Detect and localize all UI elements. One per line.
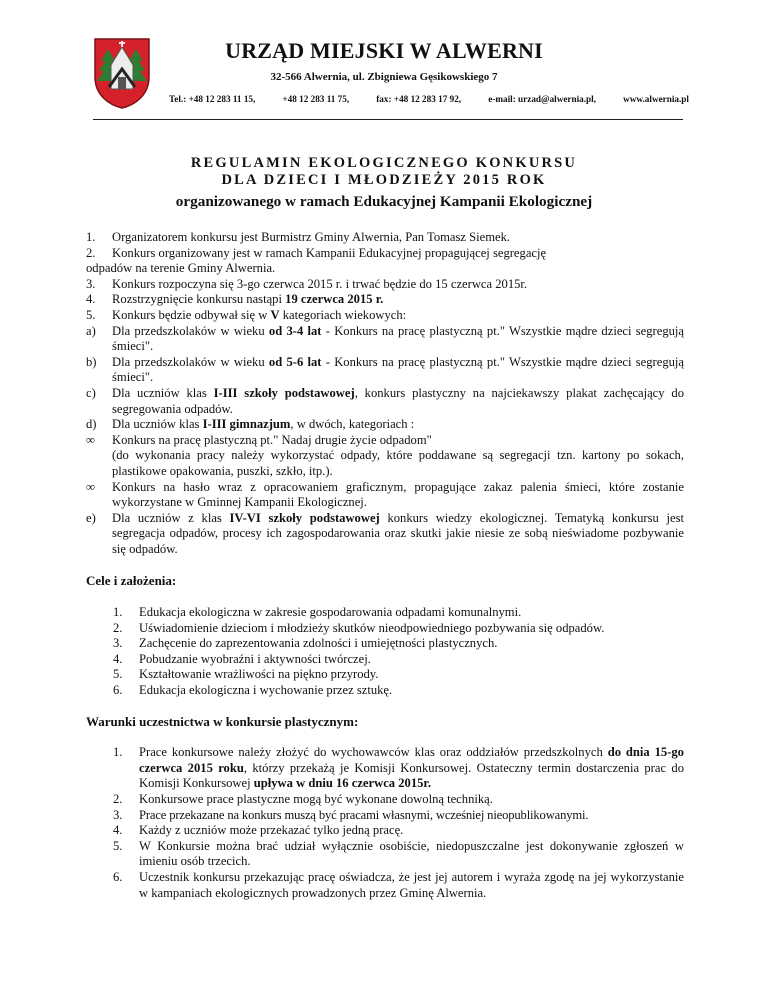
title-line-1: REGULAMIN EKOLOGICZNEGO KONKURSU bbox=[190, 155, 578, 171]
condition-text: Prace przekazane na konkurs muszą być pracami własnymi, wcześniej nieopublikowanymi. bbox=[139, 807, 589, 822]
subcategory-note: (do wykonania pracy należy wykorzystać odpady, które poddawane są segregacji tzn. kartony po sokach, plastikowe opakowania, puszki, szkło, itp.). bbox=[112, 448, 684, 478]
rule-text: Konkurs organizowany jest w ramach Kampanii Edukacyjnej propagującej segregację bbox=[112, 245, 547, 260]
fax: fax: +48 12 283 17 92, bbox=[376, 94, 462, 104]
rule-text: Organizatorem konkursu jest Burmistrz Gminy Alwernia, Pan Tomasz Siemek. bbox=[112, 230, 511, 244]
condition-1 bbox=[113, 745, 684, 792]
office-name: URZĄD MIEJSKI W ALWERNI bbox=[225, 38, 543, 63]
condition-text: Prace konkursowe należy złożyć do wychowawców klas oraz oddziałów przedszkolnych bbox=[139, 745, 603, 760]
category-level: IV-VI szkoły podstawowej bbox=[229, 510, 380, 525]
header-divider bbox=[93, 119, 683, 120]
condition-marker: 2. bbox=[113, 792, 123, 806]
goal-text: Pobudzanie wyobraźni i aktywności twórczej. bbox=[139, 651, 371, 666]
goal-item bbox=[113, 683, 684, 699]
conditions-list bbox=[113, 745, 684, 901]
condition-final-deadline: upływa w dniu 16 czerwca 2015r. bbox=[253, 776, 431, 791]
goal-item bbox=[113, 667, 684, 683]
rule-2 bbox=[86, 246, 684, 277]
category-text-2: , w dwóch, kategoriach : bbox=[290, 417, 415, 432]
document-body bbox=[86, 230, 684, 901]
category-text: Dla uczniów z klas bbox=[112, 510, 222, 525]
document-subtitle: organizowanego w ramach Edukacyjnej Kampanii Ekologicznej bbox=[175, 193, 593, 210]
condition-marker: 3. bbox=[113, 807, 123, 822]
condition-5 bbox=[113, 839, 684, 870]
rule-marker: 1. bbox=[86, 230, 96, 244]
subcategory-text: Konkurs na pracę plastyczną pt." Nadaj drugie życie odpadom" bbox=[112, 432, 432, 447]
rule-text-continued: odpadów na terenie Gminy Alwernia. bbox=[86, 261, 276, 276]
condition-text: Uczestnik konkursu przekazując pracę oświadcza, że jest jej autorem i wyraża zgodę na jej wykorzystanie w kampaniach ekologicznych prowadzonych przez Gminę Alwernia. bbox=[139, 869, 684, 900]
goal-item bbox=[113, 652, 684, 668]
category-a bbox=[86, 324, 684, 355]
subcategory-1 bbox=[86, 433, 684, 480]
condition-text-2: , którzy przekażą je Komisji Konkursowej. Ostateczny termin dostarczenia prac do Komisji Konkursowej bbox=[139, 760, 684, 791]
goal-text: Kształtowanie wrażliwości na piękno przyrody. bbox=[139, 667, 379, 682]
rule-marker: 5. bbox=[86, 307, 96, 322]
condition-marker: 6. bbox=[113, 869, 123, 884]
rule-3 bbox=[86, 277, 684, 293]
category-d bbox=[86, 417, 684, 433]
rule-marker: 2. bbox=[86, 245, 96, 260]
rule-5 bbox=[86, 308, 684, 324]
category-level: I-III szkoły podstawowej bbox=[213, 385, 355, 400]
goal-item bbox=[113, 636, 684, 652]
goals-heading: Cele i założenia: bbox=[86, 573, 177, 589]
condition-deadline: do dnia 15-go czerwca 2015 roku bbox=[139, 745, 684, 775]
category-age: od 3-4 lat bbox=[268, 323, 322, 338]
website-link[interactable]: www.alwernia.pl bbox=[623, 94, 689, 104]
category-text: Dla przedszkolaków w wieku bbox=[112, 354, 265, 369]
condition-4 bbox=[113, 823, 684, 839]
condition-6 bbox=[113, 870, 684, 901]
condition-text: Każdy z uczniów może przekazać tylko jedną pracę. bbox=[139, 823, 404, 838]
category-marker: d) bbox=[86, 417, 97, 432]
goal-text: Zachęcenie do zaprezentowania zdolności i umiejętności plastycznych. bbox=[139, 636, 498, 651]
category-text: Dla przedszkolaków w wieku bbox=[112, 323, 265, 338]
category-b bbox=[86, 355, 684, 386]
infinity-bullet-icon: ∞ bbox=[86, 479, 95, 494]
condition-2 bbox=[113, 792, 684, 808]
goal-marker: 4. bbox=[113, 651, 123, 666]
condition-marker: 5. bbox=[113, 838, 123, 853]
goals-list bbox=[113, 605, 684, 699]
category-age: od 5-6 lat bbox=[268, 354, 322, 369]
office-address: 32-566 Alwernia, ul. Zbigniewa Gęsikowskiego 7 bbox=[270, 71, 498, 83]
category-marker: c) bbox=[86, 385, 96, 400]
goal-text: Uświadomienie dzieciom i młodzieży skutków nieodpowiedniego pozbywania się odpadów. bbox=[139, 620, 605, 635]
infinity-bullet-icon: ∞ bbox=[86, 432, 95, 447]
category-text-2: - Konkurs na pracę plastyczną pt." Wszystkie mądre dzieci segregują śmieci". bbox=[112, 323, 684, 354]
category-text: Dla uczniów klas bbox=[112, 385, 207, 400]
category-marker: e) bbox=[86, 510, 96, 525]
condition-text: Konkursowe prace plastyczne mogą być wykonane dowolną techniką. bbox=[139, 792, 493, 806]
category-text: Dla uczniów klas bbox=[112, 417, 200, 432]
category-e bbox=[86, 511, 684, 558]
goal-text: Edukacja ekologiczna i wychowanie przez sztukę. bbox=[139, 683, 393, 698]
goal-marker: 6. bbox=[113, 683, 123, 698]
rule-4 bbox=[86, 292, 684, 308]
condition-marker: 1. bbox=[113, 745, 123, 760]
goal-marker: 2. bbox=[113, 620, 123, 635]
rule-text: Konkurs rozpoczyna się 3-go czerwca 2015 r. i trwać będzie do 15 czerwca 2015r. bbox=[112, 276, 528, 291]
goal-marker: 3. bbox=[113, 636, 123, 651]
rule-marker: 3. bbox=[86, 276, 96, 291]
category-marker: a) bbox=[86, 323, 96, 338]
goal-item bbox=[113, 605, 684, 621]
office-contact-line bbox=[169, 94, 689, 104]
category-text-2: - Konkurs na pracę plastyczną pt." Wszystkie mądre dzieci segregują śmieci". bbox=[112, 354, 684, 385]
rule-text-2: kategoriach wiekowych: bbox=[282, 307, 407, 322]
goal-item bbox=[113, 621, 684, 637]
category-c bbox=[86, 386, 684, 417]
goal-text: Edukacja ekologiczna w zakresie gospodarowania odpadami komunalnymi. bbox=[139, 605, 522, 620]
rule-date: 19 czerwca 2015 r. bbox=[285, 292, 384, 307]
conditions-heading: Warunki uczestnictwa w konkursie plastycznym: bbox=[86, 713, 359, 729]
rule-text: Konkurs będzie odbywał się w bbox=[112, 307, 268, 322]
phone-1: Tel.: +48 12 283 11 15, bbox=[169, 94, 256, 104]
email-link[interactable]: e-mail: urzad@alwernia.pl, bbox=[488, 94, 597, 104]
condition-text: W Konkursie można brać udział wyłącznie osobiście, niedopuszczalne jest dokonywanie zgłoszeń w imieniu osób trzecich. bbox=[139, 838, 684, 869]
category-text-2: konkurs wiedzy ekologicznej. Tematyką konkursu jest segregacja odpadów, procesy ich zagospodarowania oraz skutki jakie niesie ze sobą nieświadome pozbywanie się odpadów. bbox=[112, 510, 684, 556]
title-line-2: DLA DZIECI I MŁODZIEŻY 2015 ROK bbox=[221, 172, 547, 188]
phone-2: +48 12 283 11 75, bbox=[282, 94, 350, 104]
condition-marker: 4. bbox=[113, 823, 123, 838]
rule-text: Rozstrzygnięcie konkursu nastąpi bbox=[112, 292, 282, 307]
category-marker: b) bbox=[86, 354, 97, 369]
rule-marker: 4. bbox=[86, 292, 96, 307]
goal-marker: 5. bbox=[113, 667, 123, 682]
rule-emphasis: V bbox=[270, 307, 280, 322]
category-text-2: , konkurs plastyczny na najciekawszy plakat zachęcający do segregowania odpadów. bbox=[112, 385, 684, 416]
document-title bbox=[0, 155, 768, 189]
condition-3 bbox=[113, 808, 684, 824]
goal-marker: 1. bbox=[113, 605, 123, 620]
rule-1 bbox=[86, 230, 684, 246]
subcategory-text: Konkurs na hasło wraz z opracowaniem graficznym, propagujące zakaz palenia śmieci, które zostanie wykorzystane w Gminnej Kampanii Ekologicznej. bbox=[112, 479, 684, 510]
subcategory-2 bbox=[86, 480, 684, 511]
category-level: I-III gimnazjum bbox=[202, 417, 291, 432]
